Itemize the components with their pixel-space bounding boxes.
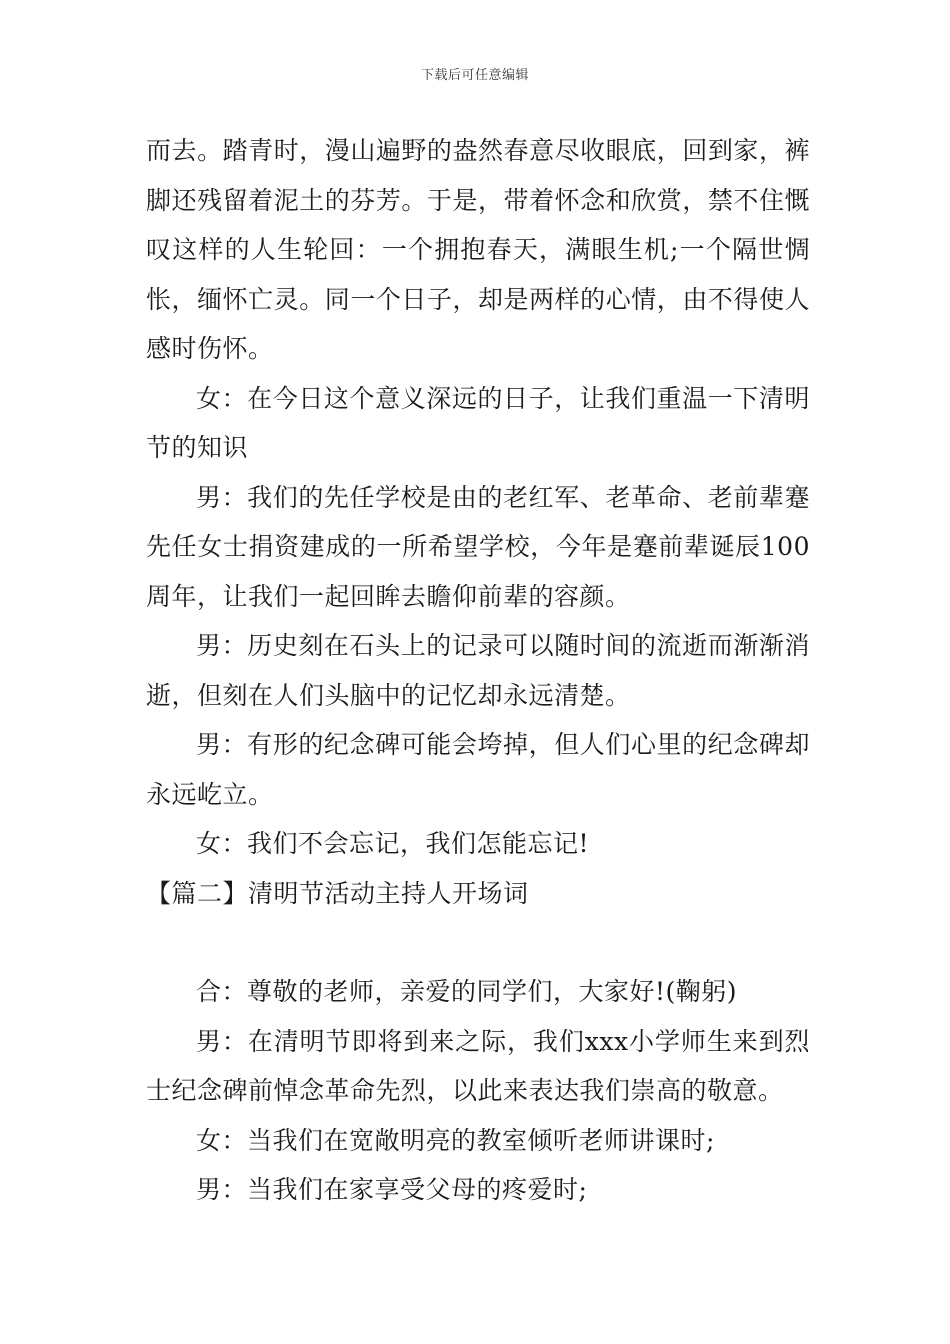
paragraph-1: 而去。踏青时，漫山遍野的盎然春意尽收眼底，回到家，裤脚还残留着泥土的芬芳。于是，带着怀念和欣赏，禁不住慨叹这样的人生轮回：一个拥抱春天，满眼生机;一个隔世惆怅，缅怀亡灵。同一个日子，却是两样的心情，由不得使人感时伤怀。	[146, 136, 810, 363]
paragraph-4: 男：历史刻在石头上的记录可以随时间的流逝而渐渐消逝，但刻在人们头脑中的记忆却永远清楚。	[146, 631, 810, 710]
paragraph-6: 女：我们不会忘记，我们怎能忘记!	[196, 829, 590, 858]
paragraph-2: 女：在今日这个意义深远的日子，让我们重温一下清明节的知识	[146, 383, 810, 462]
paragraph-5: 男：有形的纪念碑可能会垮掉，但人们心里的纪念碑却永远屹立。	[146, 730, 810, 809]
section-spacer	[146, 918, 810, 967]
paragraph-8: 男：在清明节即将到来之际，我们xxx小学师生来到烈士纪念碑前悼念革命先烈，以此来表达我们崇高的敬意。	[146, 1026, 810, 1105]
document-body	[146, 126, 810, 1215]
paragraph-10: 男：当我们在家享受父母的疼爱时;	[196, 1175, 588, 1204]
page-header: 下载后可任意编辑	[420, 68, 529, 83]
paragraph-9: 女：当我们在宽敞明亮的教室倾听老师讲课时;	[196, 1125, 715, 1155]
section-heading: 【篇二】清明节活动主持人开场词	[146, 878, 529, 908]
paragraph-3: 男：我们的先任学校是由的老红军、老革命、老前辈蹇先任女士捐资建成的一所希望学校，今年是蹇前辈诞辰100周年，让我们一起回眸去瞻仰前辈的容颜。	[146, 482, 810, 611]
paragraph-7: 合：尊敬的老师，亲爱的同学们，大家好!(鞠躬)	[196, 977, 738, 1006]
